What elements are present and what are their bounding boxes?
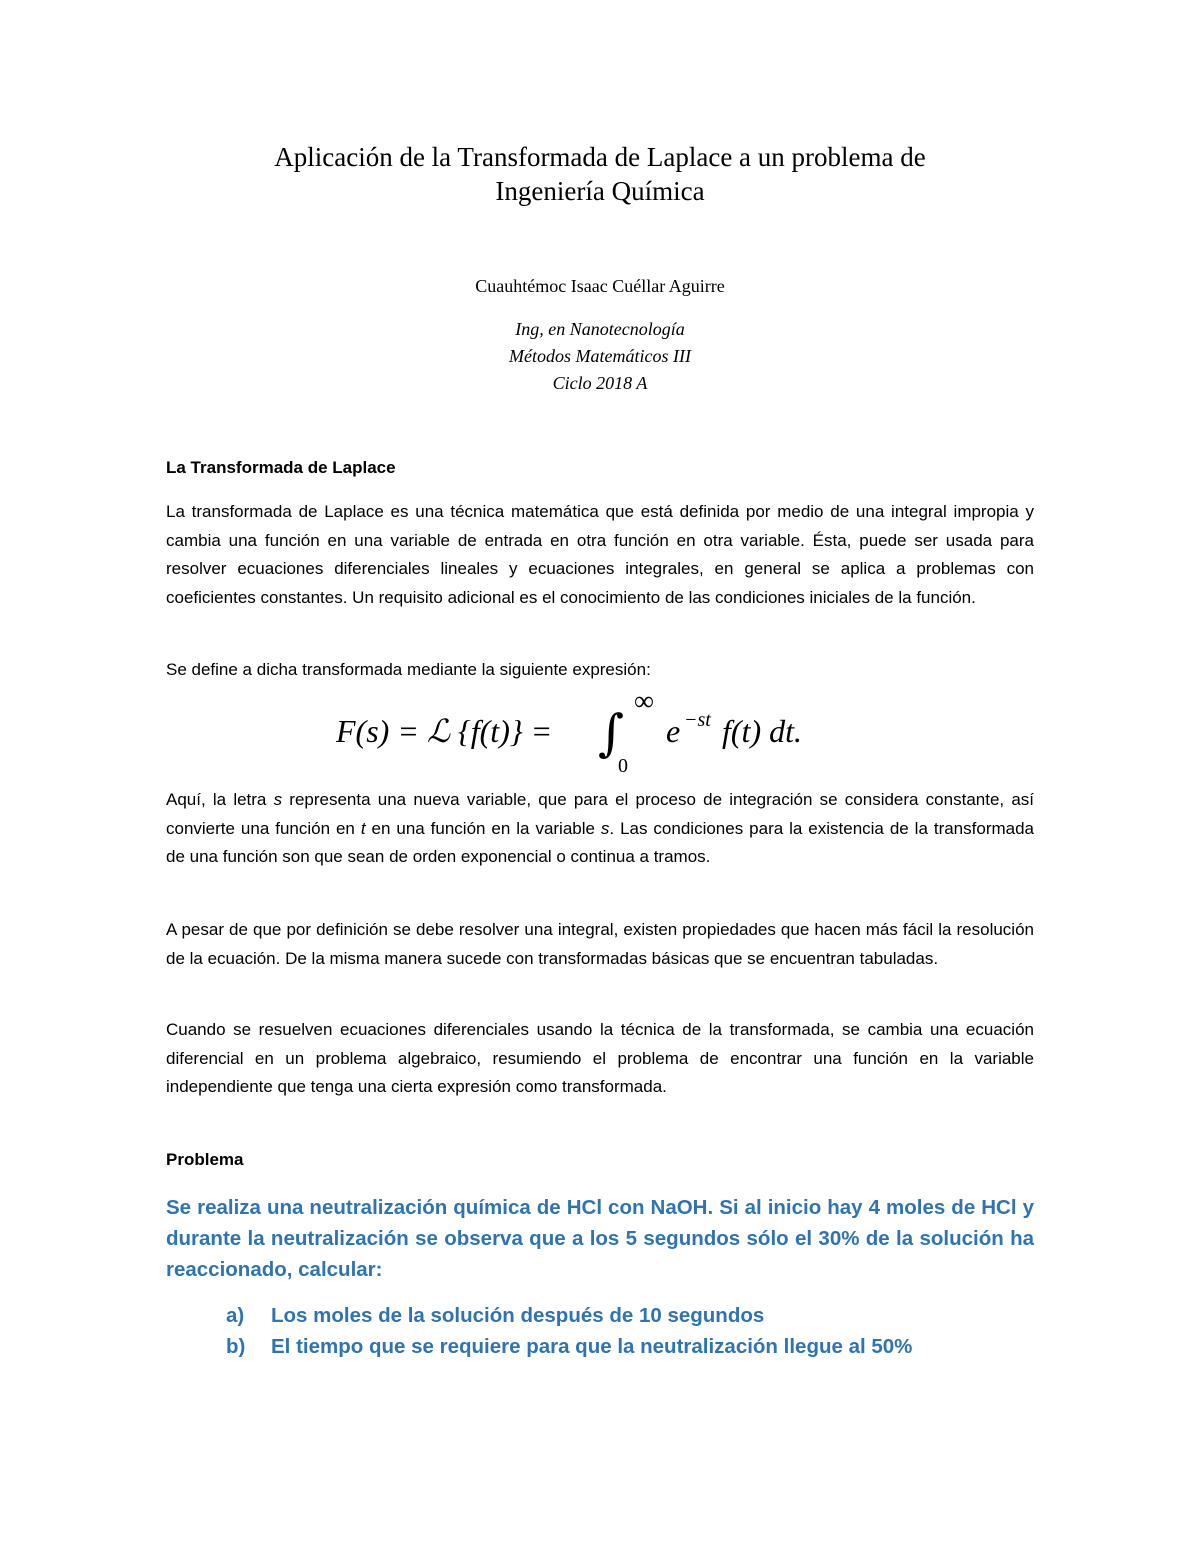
integrand-tail: f(t) dt. (722, 713, 802, 749)
program-name: Ing, en Nanotecnología (515, 319, 685, 339)
paragraph-expression-intro: Se define a dicha transformada mediante la siguiente expresión: (166, 660, 651, 679)
title-line-2: Ingeniería Química (495, 176, 705, 206)
course-name: Métodos Matemáticos III (509, 346, 691, 366)
title-line-1: Aplicación de la Transformada de Laplace a un problema de (274, 142, 926, 172)
section-heading-problem: Problema (166, 1150, 244, 1169)
section-heading-laplace: La Transformada de Laplace (166, 458, 396, 477)
integral-sign: ∫ (598, 704, 625, 762)
problem-statement: Se realiza una neutralización química de HCl con NaOH. Si al inicio hay 4 moles de HCl y durante la neutralización se observa que a los 5 segundos sólo el 30% de la solución ha reaccionado, calcular: (166, 1196, 1034, 1281)
paragraph-properties: A pesar de que por definición se debe resolver una integral, existen propiedades que hacen más fácil la resolución de la ecuación. De la misma manera sucede con transformadas básicas que se encuentran tabuladas. (166, 920, 1034, 968)
list-item-text: Los moles de la solución después de 10 segundos (271, 1304, 765, 1327)
integrand-exponent: −st (684, 709, 711, 731)
text-run: representa una nueva variable, que para el proceso de integración se considera constante, así convierte una función en (166, 790, 1035, 838)
problem-questions-list (226, 1300, 1026, 1362)
cycle-name: Ciclo 2018 A (552, 373, 648, 393)
paragraph-variable-s (166, 786, 1034, 872)
text-run: . Las condiciones para la existencia de la transformada de una función son que sean de orden exponencial o continua a tramos. (166, 818, 1035, 866)
list-item-text: El tiempo que se requiere para que la neutralización llegue al 50% (271, 1335, 913, 1358)
upper-limit: ∞ (634, 688, 654, 717)
affiliation-block (0, 316, 1200, 397)
list-marker: b) (226, 1335, 246, 1358)
list-marker: a) (226, 1304, 245, 1327)
formula-lhs: F(s) = ℒ {f(t)} = (336, 713, 553, 749)
variable-s: s (273, 790, 283, 809)
lower-limit: 0 (618, 755, 628, 777)
variable-t: t (360, 818, 366, 838)
list-item (226, 1300, 1026, 1331)
integrand-base: e (666, 713, 681, 749)
text-run: Aquí, la letra (166, 790, 274, 809)
paragraph-differential-equations: Cuando se resuelven ecuaciones diferenciales usando la técnica de la transformada, se cambia una ecuación diferencial en un problema algebraico, resumiendo el problema de encontrar una función en la variable independiente que tenga una cierta expresión como transformada. (166, 1020, 1034, 1096)
text-run: en una función en la variable (365, 818, 601, 838)
laplace-formula (336, 688, 836, 778)
list-item (226, 1331, 1026, 1362)
variable-s: s (600, 818, 610, 838)
document-title (0, 140, 1200, 208)
paragraph-definition: La transformada de Laplace es una técnica matemática que está definida por medio de una integral impropia y cambia una función en una variable de entrada en otra función en otra variable. Ésta, puede ser usada para resolver ecuaciones diferenciales lineales y ecuaciones integrales, en general se aplica a problemas con coeficientes constantes. Un requisito adicional es el conocimiento de las condiciones iniciales de la función. (166, 502, 1034, 607)
author-name: Cuauhtémoc Isaac Cuéllar Aguirre (475, 276, 725, 296)
